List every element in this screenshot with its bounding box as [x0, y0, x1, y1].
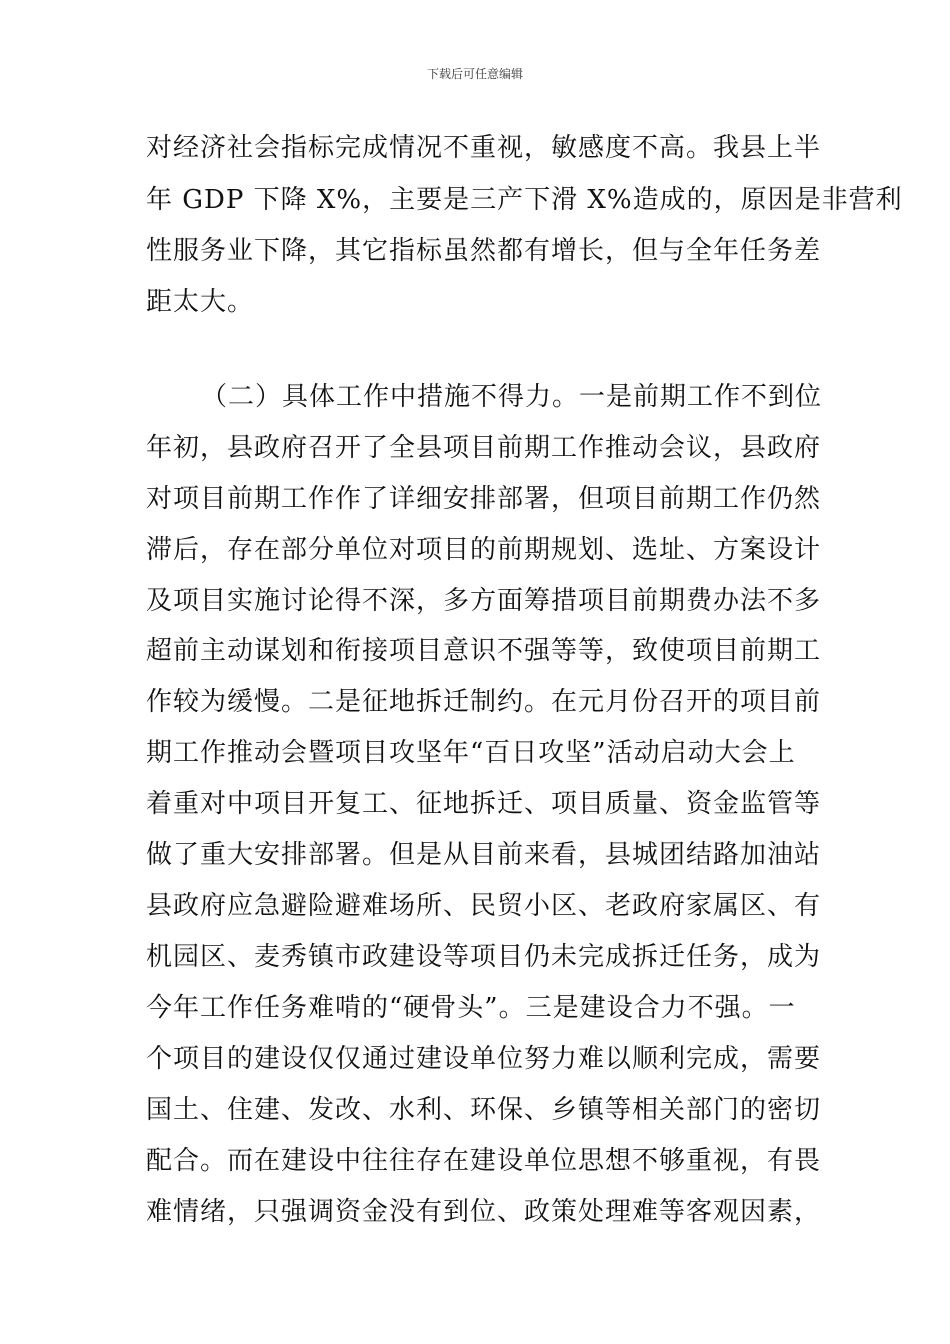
- text-line: 作较为缓慢。二是征地拆迁制约。在元月份召开的项目前: [146, 687, 822, 717]
- page-header: 下载后可任意编辑: [426, 67, 523, 81]
- text-line: 做了重大安排部署。但是从目前来看，县城团结路加油站: [146, 840, 822, 870]
- text-line: 着重对中项目开复工、征地拆迁、项目质量、资金监管等: [146, 789, 822, 819]
- text-line: 年初，县政府召开了全县项目前期工作推动会议，县政府: [146, 433, 822, 463]
- text-line: 机园区、麦秀镇市政建设等项目仍未完成拆迁任务，成为: [146, 942, 822, 972]
- text-line: 个项目的建设仅仅通过建设单位努力难以顺利完成，需要: [146, 1044, 822, 1074]
- text-line: 今年工作任务难啃的“硬骨头”。三是建设合力不强。一: [146, 993, 796, 1023]
- text-line: 对项目前期工作作了详细安排部署，但项目前期工作仍然: [146, 484, 822, 514]
- text-line: （二）具体工作中措施不得力。一是前期工作不到位: [201, 382, 823, 412]
- text-line: 性服务业下降，其它指标虽然都有增长，但与全年任务差: [146, 236, 822, 266]
- text-line: 期工作推动会暨项目攻坚年“百日攻坚”活动启动大会上: [146, 738, 796, 768]
- text-line: 及项目实施讨论得不深，多方面筹措项目前期费办法不多: [146, 586, 822, 616]
- text-line: 难情绪，只强调资金没有到位、政策处理难等客观因素，: [146, 1197, 822, 1227]
- text-line: 县政府应急避险避难场所、民贸小区、老政府家属区、有: [146, 891, 822, 921]
- text-line: 国土、住建、发改、水利、环保、乡镇等相关部门的密切: [146, 1095, 822, 1125]
- text-line: 滞后，存在部分单位对项目的前期规划、选址、方案设计: [146, 535, 822, 565]
- text-line: 配合。而在建设中往往存在建设单位思想不够重视，有畏: [146, 1146, 822, 1176]
- text-line: 超前主动谋划和衔接项目意识不强等等，致使项目前期工: [146, 636, 822, 666]
- text-line: 距太大。: [146, 287, 255, 317]
- text-line: 对经济社会指标完成情况不重视，敏感度不高。我县上半: [146, 133, 822, 163]
- text-line: 年 GDP 下降 X%，主要是三产下滑 X%造成的，原因是非营利: [146, 185, 903, 215]
